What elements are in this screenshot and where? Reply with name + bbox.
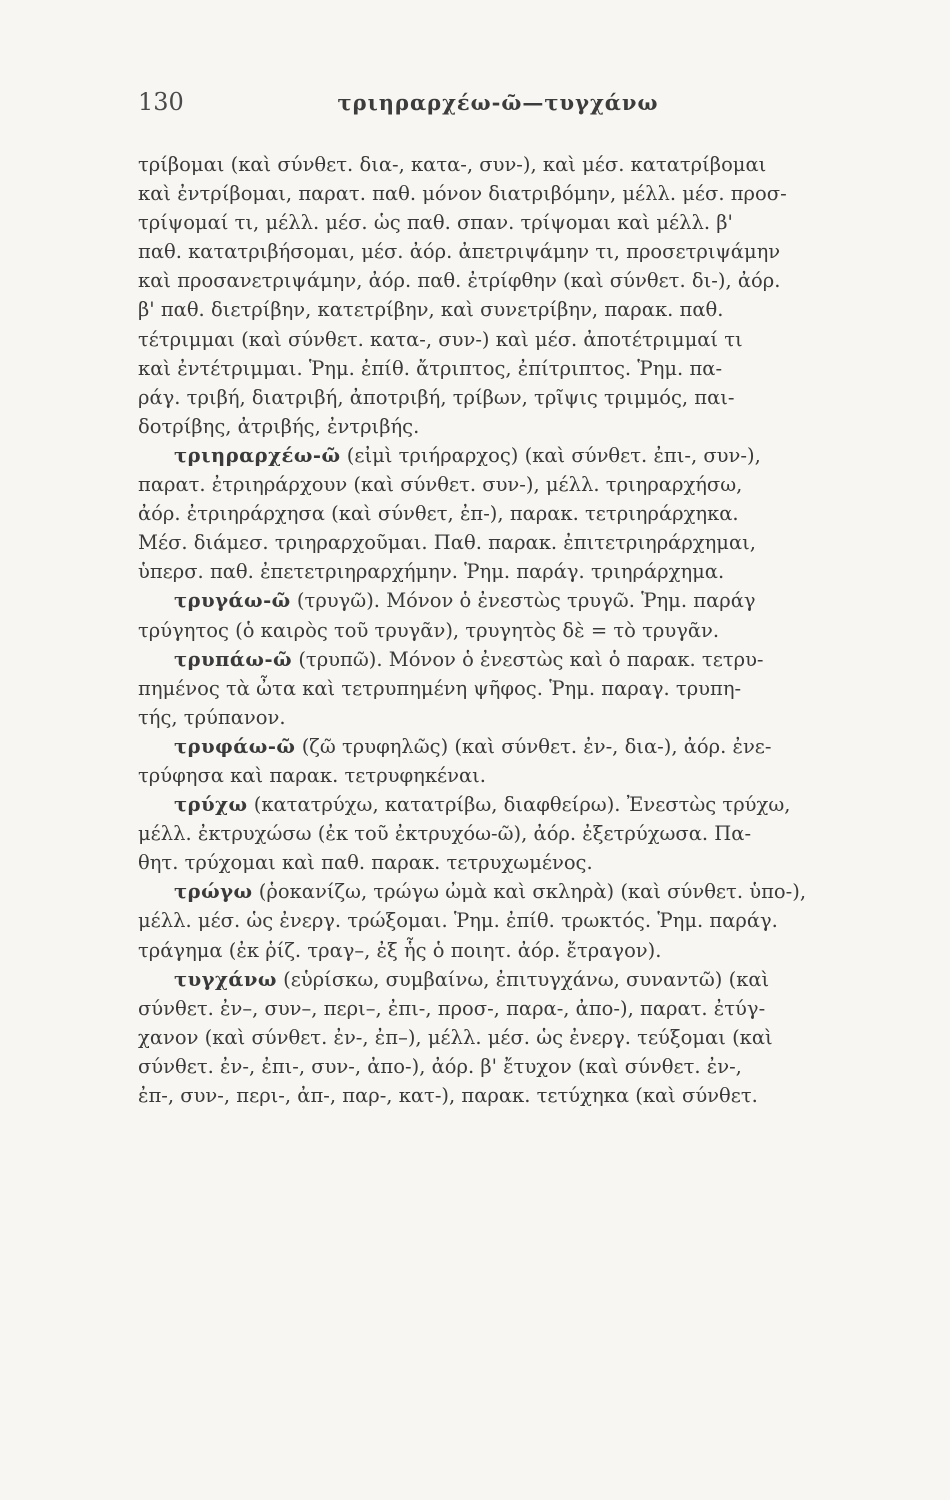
text-line [138, 703, 878, 732]
entry-lemma: τρύχω [174, 793, 248, 817]
text-line [138, 906, 878, 935]
text-line [138, 412, 878, 441]
entry-lemma: τριηραρχέω-ῶ [174, 443, 341, 467]
entry-lemma: τρυπάω-ῶ [174, 647, 293, 671]
line-text: τρύγητος (ὁ καιρὸς τοῦ τρυγᾶν), τρυγητὸς δὲ = τὸ τρυγᾶν. [138, 618, 720, 642]
line-text: σύνθετ. ἐν-, ἐπι-, συν-, ἀπο-), ἀόρ. β' ἔτυχον (καὶ σύνθετ. ἐν-, [138, 1054, 742, 1078]
line-text: τής, τρύπανον. [138, 705, 286, 729]
page-header [138, 88, 878, 124]
text-line [138, 295, 878, 324]
text-line [138, 1023, 878, 1052]
line-text: θητ. τρύχομαι καὶ παθ. παρακ. τετρυχωμένος. [138, 851, 593, 875]
text-line [138, 383, 878, 412]
text-line [138, 936, 878, 965]
text-line [138, 1052, 878, 1081]
line-text: (εἰμὶ τριήραρχος) (καὶ σύνθετ. ἐπι-, συν-), [340, 443, 761, 467]
text-line [138, 819, 878, 848]
text-line [138, 616, 878, 645]
text-line [138, 208, 878, 237]
line-text: (τρυγῶ). Μόνον ὁ ἐνεστὼς τρυγῶ. Ῥημ. παράγ [290, 589, 756, 613]
line-text: β' παθ. διετρίβην, κατετρίβην, καὶ συνετρίβην, παρακ. παθ. [138, 298, 724, 322]
text-line [138, 557, 878, 586]
line-text: (κατατρύχω, κατατρίβω, διαφθείρω). Ἐνεστὼς τρύχω, [247, 793, 791, 817]
line-text: τέτριμμαι (καὶ σύνθετ. κατα-, συν-) καὶ μέσ. ἀποτέτριμμαί τι [138, 327, 743, 351]
entry-headline [138, 586, 878, 615]
text-line [138, 470, 878, 499]
line-text: παρατ. ἐτριηράρχουν (καὶ σύνθετ. συν-), μέλλ. τριηραρχήσω, [138, 473, 743, 497]
text-line [138, 761, 878, 790]
line-text: ράγ. τριβή, διατριβή, ἀποτριβή, τρίβων, τρῖψις τριμμός, παι- [138, 385, 735, 409]
text-line [138, 150, 878, 179]
line-text: (ῥοκανίζω, τρώγω ὠμὰ καὶ σκληρὰ) (καὶ σύνθετ. ὑπο-), [252, 880, 807, 904]
entry-lemma: τυγχάνω [174, 967, 277, 991]
line-text: τρίψομαί τι, μέλλ. μέσ. ὡς παθ. σπαν. τρίψομαι καὶ μέλλ. β' [138, 211, 733, 235]
line-text: πημένος τὰ ὦτα καὶ τετρυπημένη ψῆφος. Ῥημ. παραγ. τρυπη- [138, 676, 742, 700]
dictionary-body [138, 150, 878, 1110]
line-text: ἀόρ. ἐτριηράρχησα (καὶ σύνθετ, ἐπ-), παρακ. τετριηράρχηκα. [138, 502, 739, 526]
line-text: μέλλ. ἐκτρυχώσω (ἐκ τοῦ ἐκτρυχόω-ῶ), ἀόρ. ἐξετρύχωσα. Πα- [138, 822, 752, 846]
text-line [138, 499, 878, 528]
line-text: καὶ ἐντρίβομαι, παρατ. παθ. μόνον διατριβόμην, μέλλ. μέσ. προσ- [138, 182, 787, 206]
entry-headline [138, 732, 878, 761]
line-text: καὶ προσανετριψάμην, ἀόρ. παθ. ἐτρίφθην (καὶ σύνθετ. δι-), ἀόρ. [138, 269, 781, 293]
text-line [138, 179, 878, 208]
line-text: (ζῶ τρυφηλῶς) (καὶ σύνθετ. ἐν-, δια-), ἀόρ. ἐνε- [295, 734, 772, 758]
entry-lemma: τρώγω [174, 880, 253, 904]
text-line [138, 354, 878, 383]
line-text: (τρυπῶ). Μόνον ὁ ἐνεστὼς καὶ ὁ παρακ. τετρυ- [292, 647, 764, 671]
entry-headline [138, 645, 878, 674]
text-line [138, 674, 878, 703]
entry-lemma: τρυφάω-ῶ [174, 734, 296, 758]
entry-headline [138, 965, 878, 994]
text-line [138, 848, 878, 877]
line-text: παθ. κατατριβήσομαι, μέσ. ἀόρ. ἀπετριψάμην τι, προσετριψάμην [138, 240, 781, 264]
text-line [138, 994, 878, 1023]
text-line [138, 325, 878, 354]
line-text: τράγημα (ἐκ ῥίζ. τραγ–, ἐξ ἧς ὁ ποιητ. ἀόρ. ἔτραγον). [138, 938, 662, 962]
line-text: (εὑρίσκω, συμβαίνω, ἐπιτυγχάνω, συναντῶ) (καὶ [276, 967, 770, 991]
line-text: μέλλ. μέσ. ὡς ἐνεργ. τρώξομαι. Ῥημ. ἐπίθ. τρωκτός. Ῥημ. παράγ. [138, 909, 778, 933]
text-line [138, 1081, 878, 1110]
line-text: ὑπερσ. παθ. ἐπετετριηραρχήμην. Ῥημ. παράγ. τριηράρχημα. [138, 560, 725, 584]
line-text: καὶ ἐντέτριμμαι. Ῥημ. ἐπίθ. ἄτριπτος, ἐπίτριπτος. Ῥημ. πα- [138, 356, 723, 380]
entry-headline [138, 790, 878, 819]
page-number: 130 [138, 88, 184, 116]
text-line [138, 237, 878, 266]
line-text: τρίβομαι (καὶ σύνθετ. δια-, κατα-, συν-), καὶ μέσ. κατατρίβομαι [138, 153, 767, 176]
line-text: σύνθετ. ἐν–, συν–, περι–, ἐπι-, προσ-, παρα-, ἀπο-), παρατ. ἐτύγ- [138, 996, 766, 1020]
text-line [138, 266, 878, 295]
line-text: ἐπ-, συν-, περι-, ἀπ-, παρ-, κατ-), παρακ. τετύχηκα (καὶ σύνθετ. [138, 1084, 758, 1107]
line-text: δοτρίβης, ἀτριβής, ἐντριβής. [138, 414, 420, 438]
running-head: τριηραρχέω-ῶ—τυγχάνω [337, 90, 659, 115]
text-line [138, 528, 878, 557]
line-text: Μέσ. διάμεσ. τριηραρχοῦμαι. Παθ. παρακ. ἐπιτετριηράρχημαι, [138, 531, 756, 555]
line-text: χανον (καὶ σύνθετ. ἐν-, ἐπ–), μέλλ. μέσ. ὡς ἐνεργ. τεύξομαι (καὶ [138, 1025, 773, 1049]
entry-headline [138, 441, 878, 470]
entry-headline [138, 877, 878, 906]
entry-lemma: τρυγάω-ῶ [174, 589, 291, 613]
line-text: τρύφησα καὶ παρακ. τετρυφηκέναι. [138, 763, 487, 787]
